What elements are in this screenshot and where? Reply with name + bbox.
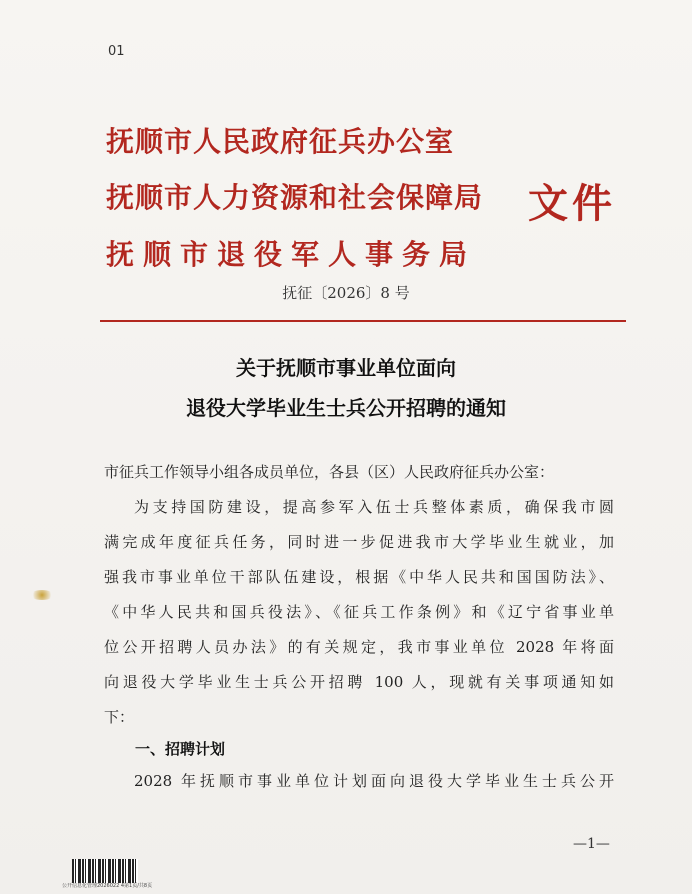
notice-title-line-1: 关于抚顺市事业单位面向 — [236, 356, 456, 380]
body-line: 下： — [104, 708, 135, 726]
body-line: 满完成年度征兵任务，同时进一步促进我市大学毕业生就业，加 — [104, 533, 614, 551]
issuer-line-3: 抚顺市退役军人事务局 — [106, 238, 477, 271]
document-number: 抚征〔2026〕8 号 — [282, 284, 410, 302]
issuer-line-1: 抚顺市人民政府征兵办公室 — [106, 125, 455, 158]
footer-note: 公开信息化管理2026022 4第1页/共8页 — [62, 883, 153, 889]
page-label: 01 — [108, 44, 125, 59]
addressee: 市征兵工作领导小组各成员单位，各县（区）人民政府征兵办公室： — [104, 463, 555, 481]
body-line: 向退役大学毕业生士兵公开招聘 100 人，现就有关事项通知如 — [104, 673, 614, 691]
notice-title-line-2: 退役大学毕业生士兵公开招聘的通知 — [186, 396, 506, 420]
red-divider — [100, 320, 626, 322]
section-heading: 一、招聘计划 — [135, 740, 226, 758]
paper-stain — [30, 590, 54, 600]
body-line: 位公开招聘人员办法》的有关规定，我市事业单位 2028 年将面 — [104, 638, 614, 656]
body-line: 为支持国防建设，提高参军入伍士兵整体素质，确保我市圆 — [134, 498, 614, 516]
body-line: 强我市事业单位干部队伍建设，根据《中华人民共和国国防法》、 — [104, 568, 614, 586]
body-line: 《中华人民共和国兵役法》、《征兵工作条例》和《辽宁省事业单 — [104, 603, 614, 621]
barcode-icon — [72, 859, 138, 883]
section-text: 2028 年抚顺市事业单位计划面向退役大学毕业生士兵公开 — [134, 772, 614, 790]
document-word: 文件 — [528, 180, 616, 227]
footer-page-number: —1— — [573, 836, 610, 852]
issuer-line-2: 抚顺市人力资源和社会保障局 — [106, 181, 484, 214]
